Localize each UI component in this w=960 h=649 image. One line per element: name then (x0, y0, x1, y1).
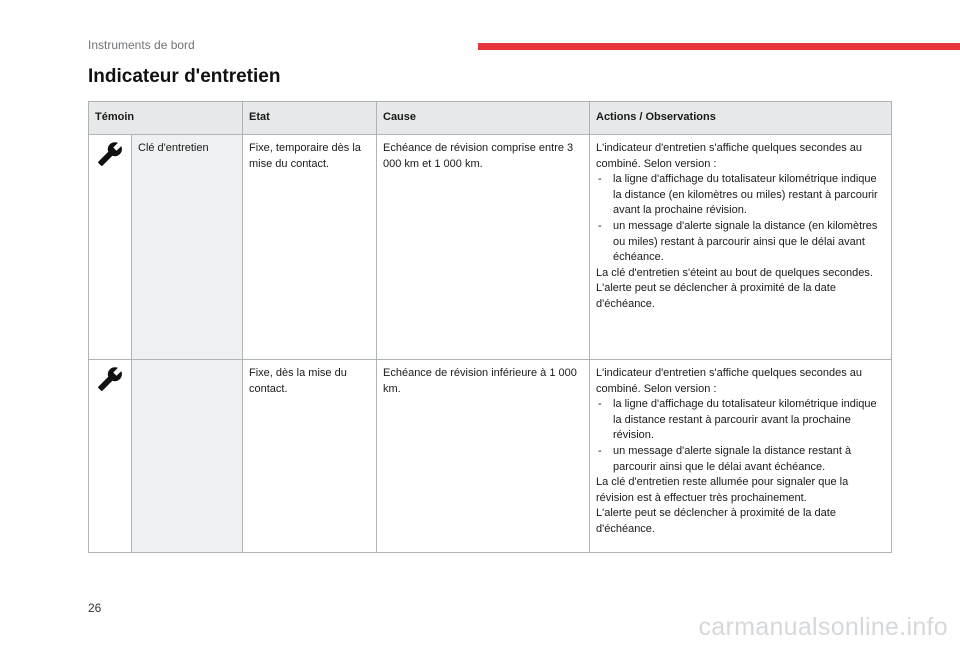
list-item: - la ligne d'affichage du totalisateur kilométrique indique la distance (en kilomètres ou miles) restant à parcourir avant la prochaine révision. (596, 172, 885, 219)
table-header-row (89, 102, 892, 135)
actions-bullet-list (596, 397, 885, 475)
column-header-temoin: Témoin (89, 102, 243, 135)
actions-cell (590, 360, 892, 553)
wrench-icon (97, 366, 123, 392)
cause-cell: Echéance de révision inférieure à 1 000 km. (377, 360, 590, 553)
column-header-etat: Etat (243, 102, 377, 135)
actions-intro: L'indicateur d'entretien s'affiche quelques secondes au combiné. Selon version : (596, 142, 863, 170)
actions-cell (590, 135, 892, 360)
section-header: Instruments de bord (88, 38, 195, 52)
watermark: carmanualsonline.info (698, 613, 948, 641)
cause-cell: Echéance de révision comprise entre 3 000 km et 1 000 km. (377, 135, 590, 360)
column-header-cause: Cause (377, 102, 590, 135)
temoin-label (132, 360, 243, 553)
etat-cell: Fixe, temporaire dès la mise du contact. (243, 135, 377, 360)
list-item: - un message d'alerte signale la distance restant à parcourir ainsi que le délai avant échéance. (596, 444, 885, 475)
temoin-icon-cell (89, 360, 132, 553)
page-number: 26 (88, 601, 102, 615)
table-row (89, 135, 892, 360)
list-item: - la ligne d'affichage du totalisateur kilométrique indique la distance restant à parcourir avant la prochaine révision. (596, 397, 885, 444)
etat-cell: Fixe, dès la mise du contact. (243, 360, 377, 553)
temoin-label: Clé d'entretien (132, 135, 243, 360)
column-header-actions: Actions / Observations (590, 102, 892, 135)
actions-note: L'alerte peut se déclencher à proximité de la date d'échéance. (596, 507, 836, 535)
actions-note: L'alerte peut se déclencher à proximité de la date d'échéance. (596, 282, 836, 310)
header-accent-bar (478, 43, 960, 50)
actions-intro: L'indicateur d'entretien s'affiche quelques secondes au combiné. Selon version : (596, 367, 863, 395)
actions-note: La clé d'entretien s'éteint au bout de quelques secondes. (596, 266, 873, 279)
wrench-icon (97, 141, 123, 167)
page-title: Indicateur d'entretien (88, 66, 281, 87)
maintenance-table (88, 101, 892, 553)
list-item: - un message d'alerte signale la distance (en kilomètres ou miles) restant à parcourir ainsi que le délai avant échéance. (596, 219, 885, 266)
table-row (89, 360, 892, 553)
actions-bullet-list (596, 172, 885, 266)
temoin-icon-cell (89, 135, 132, 360)
actions-note: La clé d'entretien reste allumée pour signaler que la révision est à effectuer très prochainement. (596, 476, 849, 504)
